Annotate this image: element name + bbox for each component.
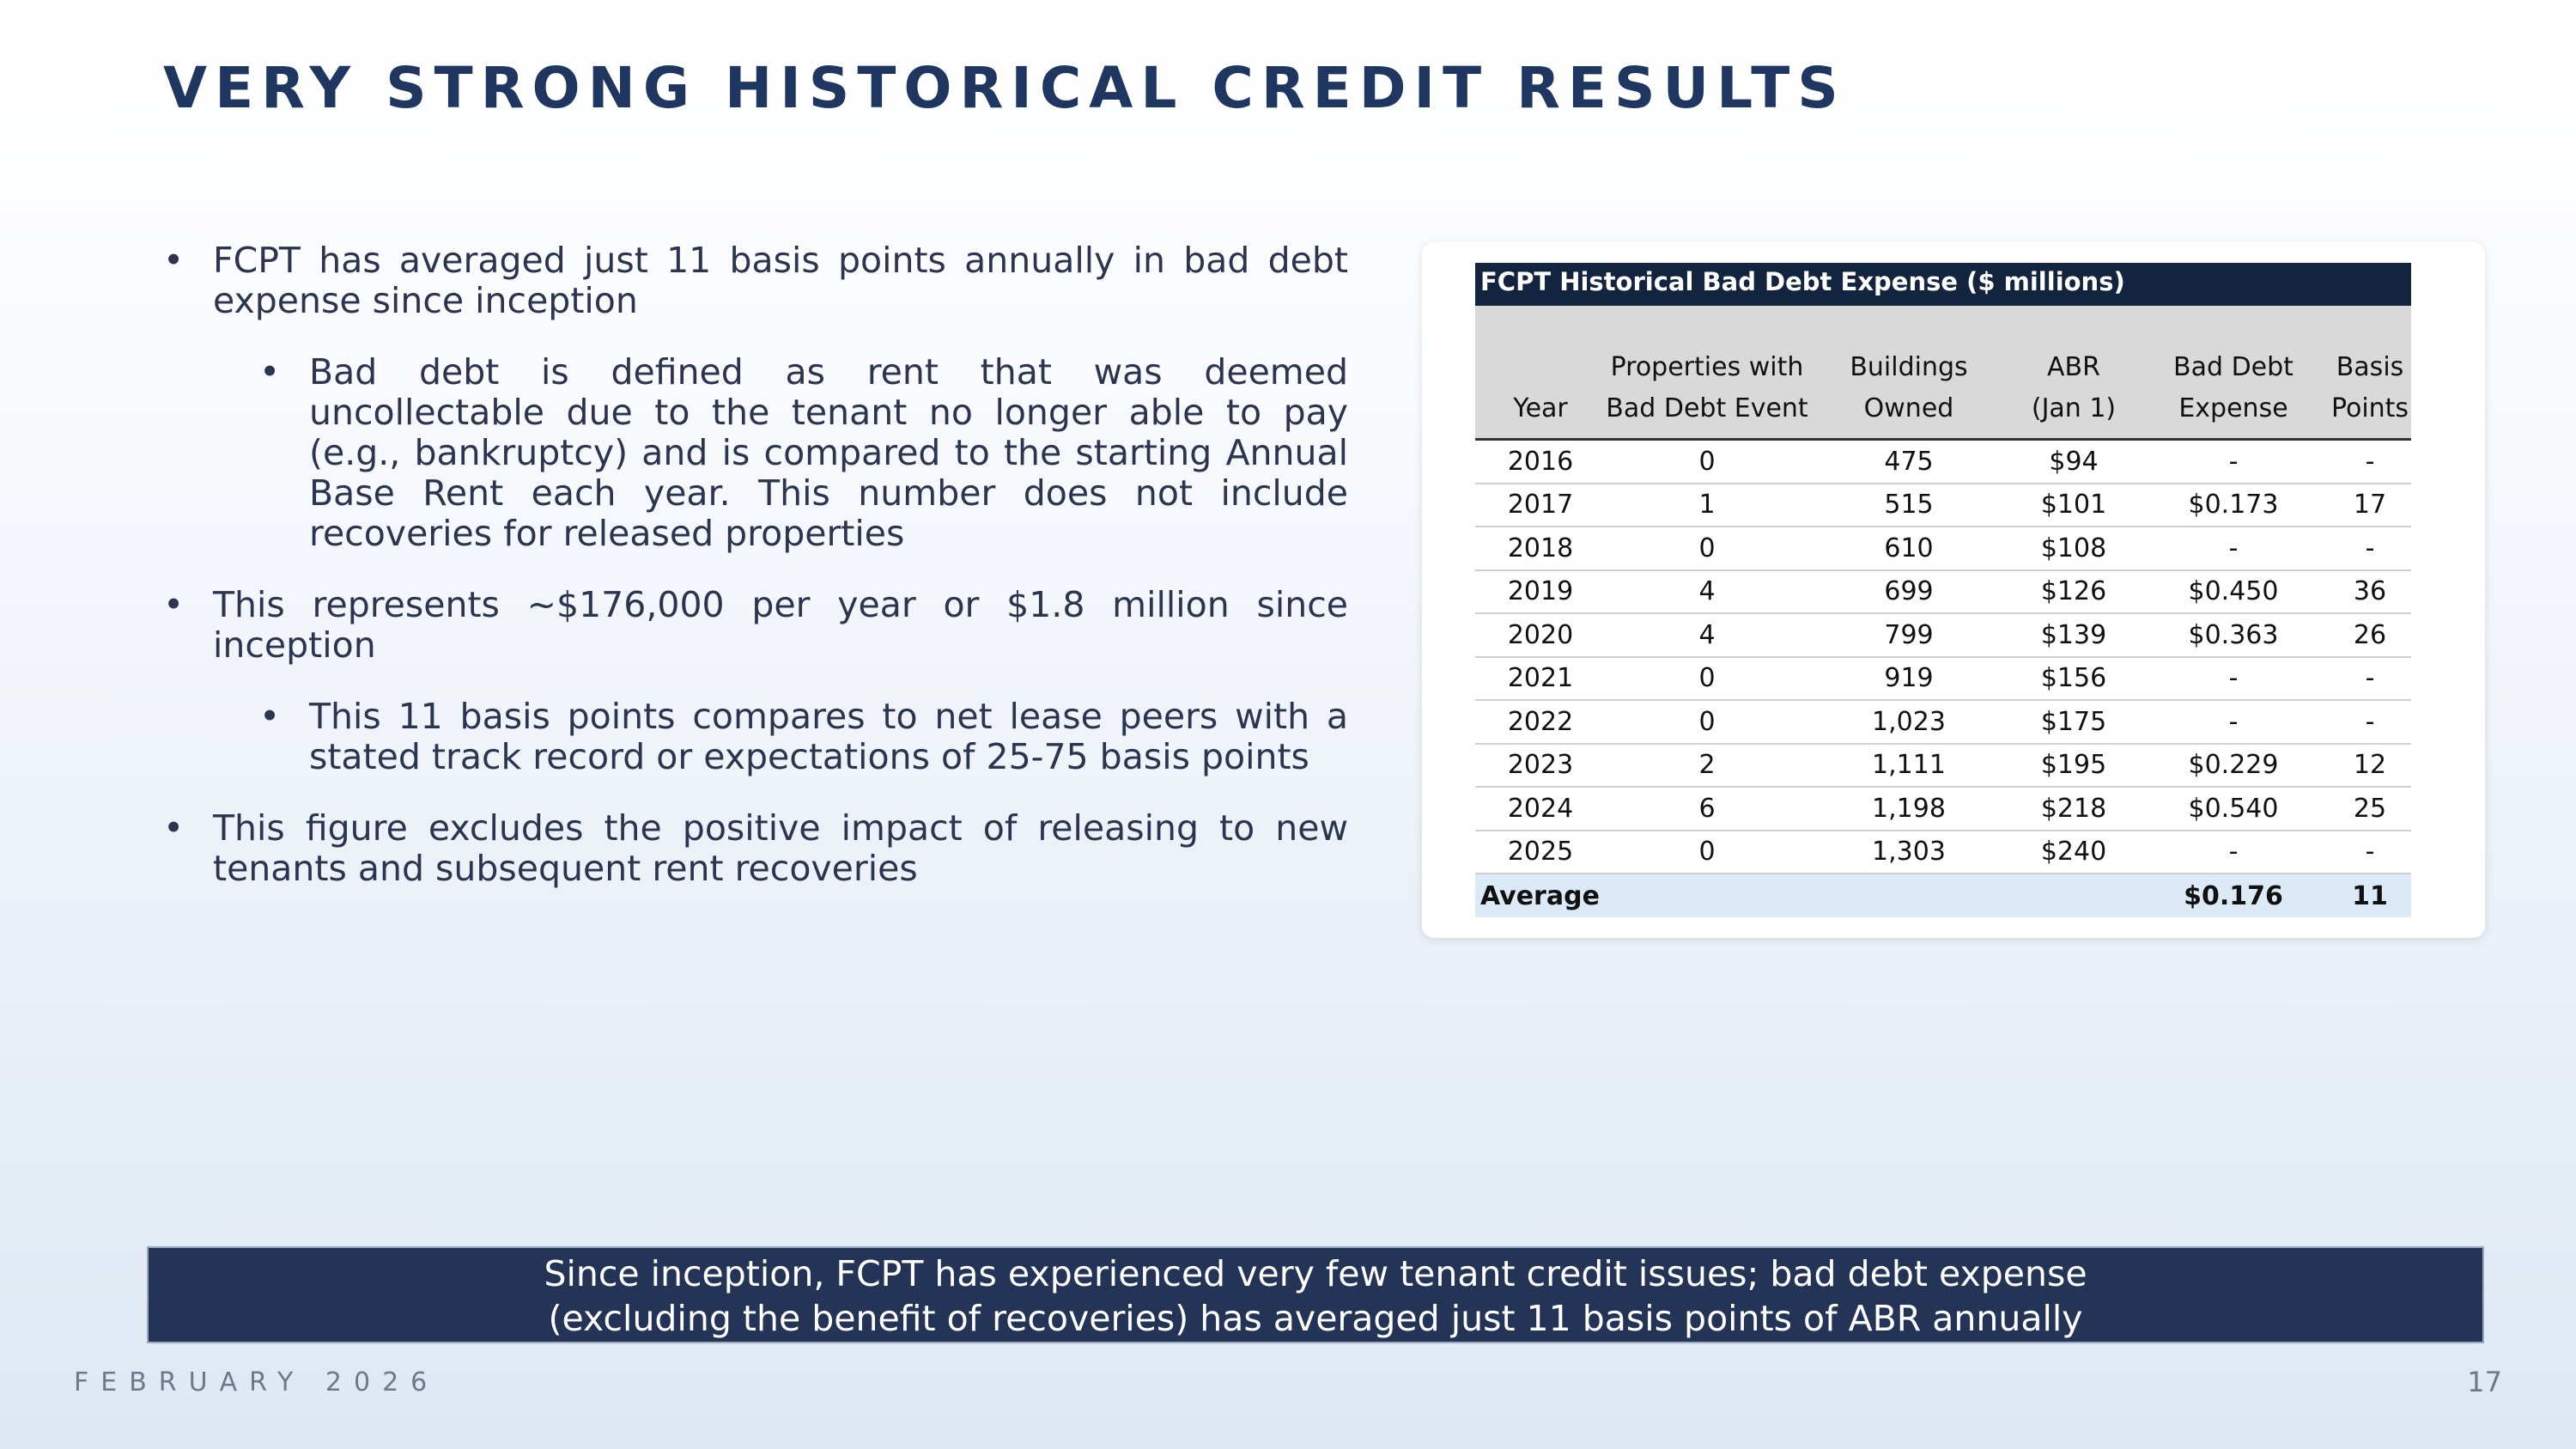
table-row	[1475, 527, 2411, 571]
cell-expense: -	[2228, 837, 2239, 868]
header-line: Expense	[2178, 393, 2288, 423]
table-body	[1475, 441, 2411, 874]
callout-line: Since inception, FCPT has experienced very few tenant credit issues; bad debt expense	[544, 1253, 2087, 1294]
header-properties	[1606, 306, 1808, 438]
table-row	[1475, 571, 2411, 615]
bullet-item: • This represents ~$176,000 per year or $1.8 million since inception	[163, 584, 1348, 666]
header-bps	[2329, 306, 2411, 438]
cell-abr: $156	[2040, 663, 2107, 694]
cell-year: 2019	[1507, 576, 1574, 607]
cell-properties: 4	[1698, 619, 1716, 650]
cell-expense: -	[2228, 446, 2239, 477]
cell-buildings: 1,023	[1872, 706, 1946, 737]
cell-year: 2020	[1507, 619, 1574, 650]
header-line: Year	[1513, 393, 1568, 423]
cell-expense: $0.450	[2188, 576, 2279, 607]
cell-year: 2017	[1507, 490, 1574, 521]
cell-bps: -	[2365, 706, 2375, 737]
cell-bps: -	[2365, 446, 2375, 477]
table-row	[1475, 441, 2411, 484]
table-row	[1475, 831, 2411, 875]
average-label: Average	[1480, 880, 1600, 911]
bullet-item: • FCPT has averaged just 11 basis points annually in bad debt expense since inception	[163, 240, 1348, 321]
cell-bps: 36	[2353, 576, 2387, 607]
cell-buildings: 475	[1884, 446, 1934, 477]
cell-expense: -	[2228, 706, 2239, 737]
header-line: Owned	[1863, 393, 1954, 423]
cell-buildings: 1,198	[1872, 793, 1946, 824]
header-line: Buildings	[1850, 352, 1968, 382]
cell-buildings: 1,111	[1872, 750, 1946, 781]
header-abr	[2009, 306, 2138, 438]
table-row	[1475, 484, 2411, 528]
cell-properties: 0	[1698, 837, 1716, 868]
cell-properties: 2	[1698, 750, 1716, 781]
table-header	[1475, 306, 2411, 441]
cell-buildings: 515	[1884, 490, 1934, 521]
cell-bps: 12	[2353, 750, 2387, 781]
cell-abr: $175	[2040, 706, 2107, 737]
cell-bps: -	[2365, 533, 2375, 563]
cell-year: 2025	[1507, 837, 1574, 868]
cell-abr: $139	[2040, 619, 2107, 650]
average-row	[1475, 874, 2411, 917]
table-row	[1475, 614, 2411, 658]
cell-bps: 17	[2353, 490, 2387, 521]
cell-properties: 6	[1698, 793, 1716, 824]
page-number: 17	[2467, 1366, 2502, 1398]
cell-abr: $101	[2040, 490, 2107, 521]
header-buildings	[1808, 306, 2009, 438]
table-row	[1475, 658, 2411, 702]
cell-abr: $126	[2040, 576, 2107, 607]
summary-callout	[147, 1246, 2484, 1343]
cell-bps: 25	[2353, 793, 2387, 824]
bullet-text: This represents ~$176,000 per year or $1.8 million since inception	[213, 584, 1348, 666]
sub-bullet-item: • Bad debt is defined as rent that was deemed uncollectable due to the tenant no longer able to pay (e.g., bankruptcy) and is compared to the starting Annual Base Rent each year. This number does not include recoveries for released properties	[259, 351, 1348, 554]
average-bps: 11	[2352, 880, 2388, 911]
footer-date: FEBRUARY 2026	[74, 1367, 440, 1397]
header-line: Properties with	[1610, 352, 1804, 382]
bullet-text: This 11 basis points compares to net lease peers with a stated track record or expectations of 25-75 basis points	[309, 696, 1348, 777]
cell-year: 2022	[1507, 706, 1574, 737]
cell-abr: $240	[2040, 837, 2107, 868]
table-row	[1475, 788, 2411, 831]
header-line: Bad Debt	[2173, 352, 2293, 382]
cell-buildings: 699	[1884, 576, 1934, 607]
cell-expense: -	[2228, 663, 2239, 694]
cell-bps: -	[2365, 837, 2375, 868]
bullet-list	[163, 240, 1348, 920]
table-title: FCPT Historical Bad Debt Expense ($ millions)	[1475, 263, 2411, 306]
cell-expense: -	[2228, 533, 2239, 563]
header-year	[1475, 306, 1606, 438]
cell-abr: $108	[2040, 533, 2107, 563]
cell-year: 2023	[1507, 750, 1574, 781]
bullet-text: Bad debt is defined as rent that was deemed uncollectable due to the tenant no longer able to pay (e.g., bankruptcy) and is compared to the starting Annual Base Rent each year. This number does not include recoveries for released properties	[309, 351, 1348, 554]
bad-debt-table	[1475, 263, 2411, 917]
header-line: ABR	[2047, 352, 2100, 382]
bullet-text: This figure excludes the positive impact of releasing to new tenants and subsequent rent recoveries	[213, 807, 1348, 889]
header-line: Points	[2330, 393, 2409, 423]
cell-year: 2018	[1507, 533, 1574, 563]
cell-abr: $195	[2040, 750, 2107, 781]
header-line: Bad Debt Event	[1606, 393, 1808, 423]
cell-year: 2024	[1507, 793, 1574, 824]
cell-buildings: 919	[1884, 663, 1934, 694]
cell-properties: 0	[1698, 533, 1716, 563]
header-line: (Jan 1)	[2031, 393, 2117, 423]
cell-bps: -	[2365, 663, 2375, 694]
cell-abr: $218	[2040, 793, 2107, 824]
cell-year: 2016	[1507, 446, 1574, 477]
cell-expense: $0.173	[2188, 490, 2279, 521]
header-line: Basis	[2336, 352, 2404, 382]
cell-buildings: 610	[1884, 533, 1934, 563]
bullet-item: • This figure excludes the positive impact of releasing to new tenants and subsequent rent recoveries	[163, 807, 1348, 889]
cell-expense: $0.363	[2188, 619, 2279, 650]
callout-line: (excluding the benefit of recoveries) has averaged just 11 basis points of ABR annually	[548, 1298, 2083, 1339]
table-row	[1475, 745, 2411, 788]
cell-buildings: 1,303	[1872, 837, 1946, 868]
cell-properties: 0	[1698, 663, 1716, 694]
cell-buildings: 799	[1884, 619, 1934, 650]
cell-expense: $0.229	[2188, 750, 2279, 781]
cell-properties: 1	[1698, 490, 1716, 521]
cell-bps: 26	[2353, 619, 2387, 650]
average-expense: $0.176	[2184, 880, 2283, 911]
sub-bullet-item: • This 11 basis points compares to net lease peers with a stated track record or expectations of 25-75 basis points	[259, 696, 1348, 777]
cell-year: 2021	[1507, 663, 1574, 694]
cell-properties: 0	[1698, 446, 1716, 477]
header-expense	[2138, 306, 2329, 438]
cell-properties: 4	[1698, 576, 1716, 607]
cell-abr: $94	[2049, 446, 2099, 477]
table-card	[1422, 242, 2485, 938]
cell-properties: 0	[1698, 706, 1716, 737]
cell-expense: $0.540	[2188, 793, 2279, 824]
page-title: VERY STRONG HISTORICAL CREDIT RESULTS	[163, 55, 1846, 121]
table-row	[1475, 701, 2411, 745]
bullet-text: FCPT has averaged just 11 basis points annually in bad debt expense since inception	[213, 240, 1348, 321]
